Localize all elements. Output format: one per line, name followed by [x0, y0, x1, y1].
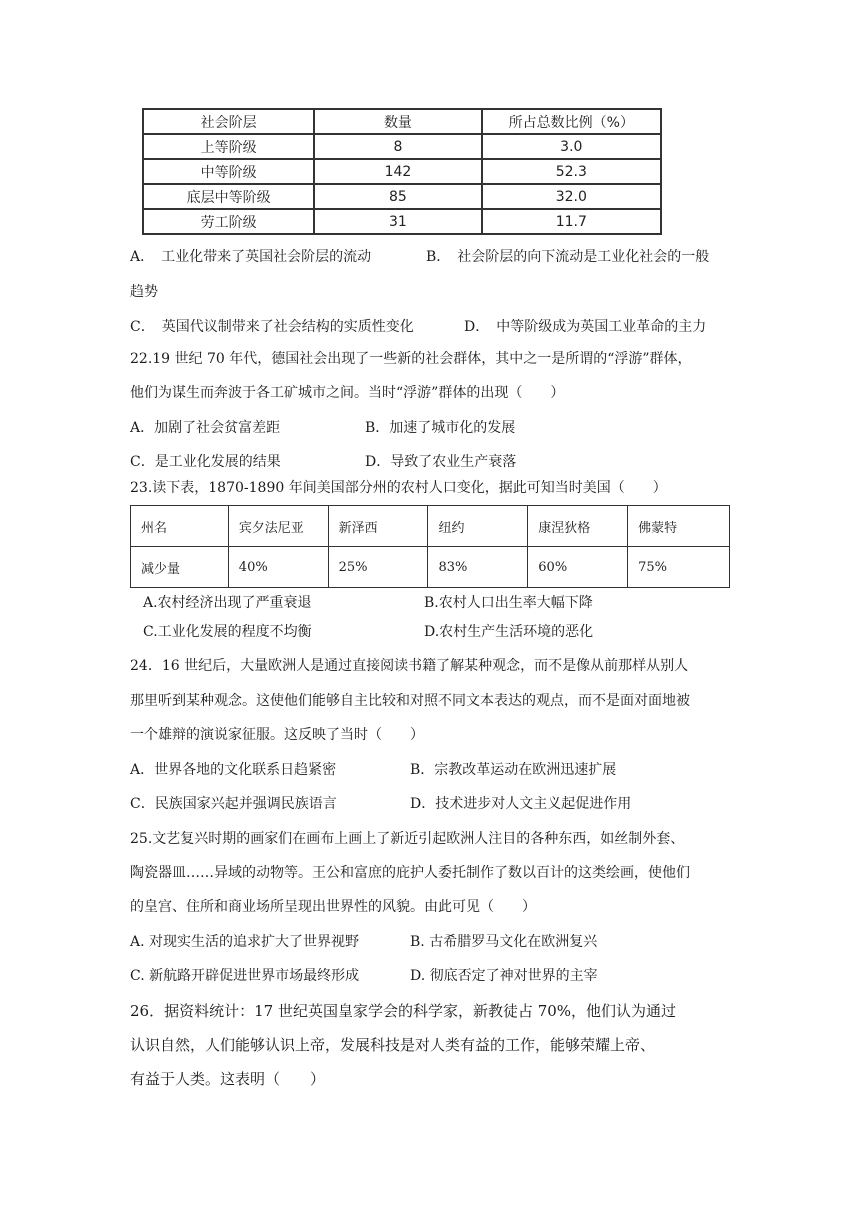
social-class-table	[142, 108, 662, 235]
table-cell: 3.0	[482, 134, 661, 159]
table-header: 所占总数比例（%）	[482, 109, 661, 134]
option-b: B.农村人口出生率大幅下降	[424, 595, 593, 611]
table-cell: 25%	[328, 547, 428, 588]
q25-stem-line2: 陶瓷器皿……异域的动物等。王公和富庶的庇护人委托制作了数以百计的这类绘画，使他们	[130, 865, 690, 881]
table-cell: 底层中等阶级	[143, 184, 314, 209]
q26-stem-line3: 有益于人类。这表明（ ）	[130, 1070, 326, 1088]
table-cell: 142	[314, 159, 481, 184]
option-c: C．是工业化发展的结果	[130, 454, 281, 470]
table-cell: 11.7	[482, 209, 661, 234]
table-header: 数量	[314, 109, 481, 134]
table-cell: 40%	[228, 547, 328, 588]
table-header-row	[143, 109, 661, 134]
q24-stem-line1: 24．16 世纪后，大量欧洲人是通过直接阅读书籍了解某种观念，而不是像从前那样从别人	[130, 658, 689, 674]
q22-options-row1	[130, 417, 515, 437]
option-a: A． 工业化带来了英国社会阶层的流动	[130, 249, 372, 265]
q25-options-row2	[130, 965, 598, 985]
table-cell: 宾夕法尼亚	[228, 506, 328, 547]
q24-options-row2	[130, 793, 631, 813]
q26-stem-line1: 26．据资料统计：17 世纪英国皇家学会的科学家，新教徒占 70%，他们认为通过	[130, 1002, 677, 1020]
option-c: C.工业化发展的程度不均衡	[143, 624, 312, 640]
table-cell: 新泽西	[328, 506, 428, 547]
option-d: D. 彻底否定了神对世界的主宰	[410, 968, 598, 984]
option-a: A. 对现实生活的追求扩大了世界视野	[130, 934, 360, 950]
table-cell: 83%	[428, 547, 528, 588]
option-b-continued: 趋势	[130, 284, 158, 300]
table-cell: 85	[314, 184, 481, 209]
option-b: B．宗教改革运动在欧洲迅速扩展	[410, 762, 617, 778]
table-row	[131, 506, 730, 547]
option-b: B. 古希腊罗马文化在欧洲复兴	[410, 934, 598, 950]
q24-stem-line2: 那里听到某种观念。这使他们能够自主比较和对照不同文本表达的观点，而不是面对面地被	[130, 693, 690, 709]
option-d: D.农村生产生活环境的恶化	[424, 624, 594, 640]
table-cell: 纽约	[428, 506, 528, 547]
option-d: D． 中等阶级成为英国工业革命的主力	[464, 319, 707, 335]
table-cell: 州名	[131, 506, 229, 547]
q22-stem-line1: 22.19 世纪 70 年代，德国社会出现了一些新的社会群体，其中之一是所谓的“浮游”群体，	[130, 351, 692, 367]
table-row	[143, 209, 661, 234]
table-cell: 60%	[528, 547, 628, 588]
q23-stem: 23.读下表，1870-1890 年间美国部分州的农村人口变化，据此可知当时美国（ ）	[130, 480, 667, 496]
table-row	[131, 547, 730, 588]
table-cell: 减少量	[131, 547, 229, 588]
q23-options-row2	[143, 621, 593, 641]
rural-population-table	[130, 505, 730, 588]
table-cell: 75%	[628, 547, 730, 588]
table-cell: 31	[314, 209, 481, 234]
q24-options-row1	[130, 759, 616, 779]
table-cell: 32.0	[482, 184, 661, 209]
q21-options-row2	[130, 316, 706, 336]
table-row	[143, 184, 661, 209]
option-a: A.农村经济出现了严重衰退	[143, 595, 312, 611]
q23-options-row1	[143, 592, 593, 612]
table-cell: 52.3	[482, 159, 661, 184]
q25-options-row1	[130, 931, 597, 951]
option-b: B． 社会阶层的向下流动是工业化社会的一般	[426, 249, 710, 265]
q22-options-row2	[130, 451, 516, 471]
option-c: C. 新航路开辟促进世界市场最终形成	[130, 968, 360, 984]
q24-stem-line3: 一个雄辩的演说家征服。这反映了当时（ ）	[130, 727, 424, 743]
table-row	[143, 134, 661, 159]
table-cell: 劳工阶级	[143, 209, 314, 234]
option-a: A．世界各地的文化联系日趋紧密	[130, 762, 337, 778]
table-cell: 康涅狄格	[528, 506, 628, 547]
option-a: A．加剧了社会贫富差距	[130, 420, 281, 436]
table-header: 社会阶层	[143, 109, 314, 134]
option-c: C． 英国代议制带来了社会结构的实质性变化	[130, 319, 414, 335]
table-cell: 8	[314, 134, 481, 159]
q22-stem-line2: 他们为谋生而奔波于各工矿城市之间。当时“浮游”群体的出现（ ）	[130, 385, 565, 401]
q26-stem-line2: 认识自然，人们能够认识上帝，发展科技是对人类有益的工作，能够荣耀上帝、	[130, 1036, 656, 1054]
q25-stem-line1: 25.文艺复兴时期的画家们在画布上画上了新近引起欧洲人注目的各种东西，如丝制外套、	[130, 831, 685, 847]
option-b: B．加速了城市化的发展	[365, 420, 516, 436]
q25-stem-line3: 的皇宫、住所和商业场所呈现出世界性的风貌。由此可见（ ）	[130, 899, 536, 915]
table-cell: 中等阶级	[143, 159, 314, 184]
option-c: C．民族国家兴起并强调民族语言	[130, 796, 337, 812]
table-cell: 上等阶级	[143, 134, 314, 159]
q21-options-row1	[130, 246, 709, 266]
table-row	[143, 159, 661, 184]
table-cell: 佛蒙特	[628, 506, 730, 547]
option-d: D．技术进步对人文主义起促进作用	[410, 796, 632, 812]
option-d: D．导致了农业生产衰落	[365, 454, 517, 470]
